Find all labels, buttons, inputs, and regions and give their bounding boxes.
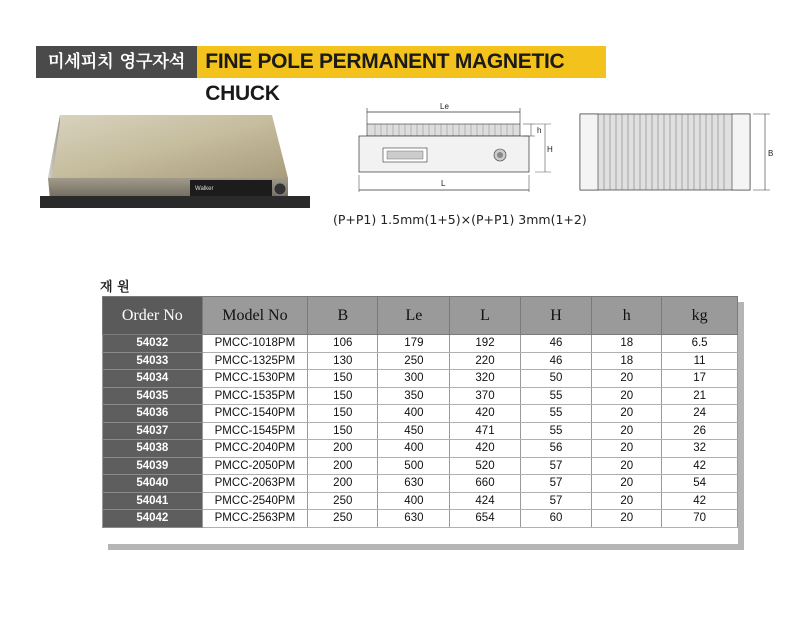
label-l: L bbox=[441, 179, 446, 188]
cell-b: 200 bbox=[308, 475, 378, 493]
cell-l: 220 bbox=[450, 352, 520, 370]
cell-l: 192 bbox=[450, 335, 520, 353]
cell-order-no: 54037 bbox=[103, 422, 203, 440]
label-h-small: h bbox=[537, 126, 542, 135]
cell-b: 250 bbox=[308, 492, 378, 510]
cell-b: 200 bbox=[308, 457, 378, 475]
cell-l: 424 bbox=[450, 492, 520, 510]
cell-l: 520 bbox=[450, 457, 520, 475]
cell-model-no: PMCC-2563PM bbox=[202, 510, 308, 528]
cell-h-big: 46 bbox=[520, 352, 592, 370]
table-row bbox=[103, 475, 738, 493]
cell-h-small: 20 bbox=[592, 475, 662, 493]
cell-h-small: 20 bbox=[592, 370, 662, 388]
cell-h-small: 20 bbox=[592, 440, 662, 458]
table-row bbox=[103, 405, 738, 423]
cell-kg: 42 bbox=[662, 457, 738, 475]
cell-b: 150 bbox=[308, 387, 378, 405]
cell-order-no: 54035 bbox=[103, 387, 203, 405]
cell-h-big: 60 bbox=[520, 510, 592, 528]
table-row bbox=[103, 510, 738, 528]
cell-order-no: 54032 bbox=[103, 335, 203, 353]
cell-le: 450 bbox=[378, 422, 450, 440]
cell-h-small: 20 bbox=[592, 457, 662, 475]
spec-table bbox=[102, 296, 738, 528]
cell-kg: 54 bbox=[662, 475, 738, 493]
table-row bbox=[103, 387, 738, 405]
cell-l: 370 bbox=[450, 387, 520, 405]
cell-h-big: 55 bbox=[520, 422, 592, 440]
cell-l: 420 bbox=[450, 440, 520, 458]
cell-order-no: 54034 bbox=[103, 370, 203, 388]
cell-h-big: 55 bbox=[520, 405, 592, 423]
pole-pitch-spec: (P+P1) 1.5mm(1+5)×(P+P1) 3mm(1+2) bbox=[333, 212, 587, 227]
spec-table-body bbox=[103, 335, 738, 528]
cell-kg: 26 bbox=[662, 422, 738, 440]
cell-h-big: 50 bbox=[520, 370, 592, 388]
cell-l: 420 bbox=[450, 405, 520, 423]
title-korean: 미세피치 영구자석 bbox=[36, 46, 197, 78]
table-shadow-right bbox=[738, 302, 744, 550]
cell-model-no: PMCC-1325PM bbox=[202, 352, 308, 370]
cell-kg: 6.5 bbox=[662, 335, 738, 353]
cell-b: 250 bbox=[308, 510, 378, 528]
cell-model-no: PMCC-1535PM bbox=[202, 387, 308, 405]
cell-h-big: 57 bbox=[520, 457, 592, 475]
cell-model-no: PMCC-2050PM bbox=[202, 457, 308, 475]
cell-kg: 17 bbox=[662, 370, 738, 388]
cell-le: 300 bbox=[378, 370, 450, 388]
table-row bbox=[103, 457, 738, 475]
cell-kg: 11 bbox=[662, 352, 738, 370]
spec-section-label: 재 원 bbox=[100, 280, 130, 295]
cell-order-no: 54039 bbox=[103, 457, 203, 475]
cell-h-small: 20 bbox=[592, 492, 662, 510]
table-row bbox=[103, 492, 738, 510]
header-l: L bbox=[450, 297, 520, 335]
cell-kg: 32 bbox=[662, 440, 738, 458]
cell-b: 200 bbox=[308, 440, 378, 458]
cell-h-big: 57 bbox=[520, 492, 592, 510]
cell-h-small: 20 bbox=[592, 387, 662, 405]
header-h-small: h bbox=[592, 297, 662, 335]
product-photo bbox=[40, 100, 320, 220]
cell-model-no: PMCC-2040PM bbox=[202, 440, 308, 458]
cell-kg: 21 bbox=[662, 387, 738, 405]
cell-h-big: 57 bbox=[520, 475, 592, 493]
header-h-big: H bbox=[520, 297, 592, 335]
table-row bbox=[103, 335, 738, 353]
table-row bbox=[103, 422, 738, 440]
cell-l: 320 bbox=[450, 370, 520, 388]
cell-model-no: PMCC-1018PM bbox=[202, 335, 308, 353]
cell-h-small: 20 bbox=[592, 405, 662, 423]
table-row bbox=[103, 352, 738, 370]
cell-order-no: 54036 bbox=[103, 405, 203, 423]
cell-kg: 42 bbox=[662, 492, 738, 510]
cell-order-no: 54040 bbox=[103, 475, 203, 493]
cell-le: 500 bbox=[378, 457, 450, 475]
cell-b: 150 bbox=[308, 422, 378, 440]
cell-le: 179 bbox=[378, 335, 450, 353]
cell-order-no: 54041 bbox=[103, 492, 203, 510]
label-h-big: H bbox=[547, 145, 553, 154]
cell-order-no: 54042 bbox=[103, 510, 203, 528]
table-header-row bbox=[103, 297, 738, 335]
cell-order-no: 54038 bbox=[103, 440, 203, 458]
table-row bbox=[103, 370, 738, 388]
cell-model-no: PMCC-2063PM bbox=[202, 475, 308, 493]
cell-le: 630 bbox=[378, 510, 450, 528]
cell-b: 130 bbox=[308, 352, 378, 370]
label-b: B bbox=[768, 149, 774, 158]
cell-model-no: PMCC-1545PM bbox=[202, 422, 308, 440]
side-view-drawing bbox=[345, 100, 555, 200]
header-model-no: Model No bbox=[202, 297, 308, 335]
label-le: Le bbox=[440, 102, 449, 111]
cell-le: 400 bbox=[378, 405, 450, 423]
cell-le: 400 bbox=[378, 492, 450, 510]
plan-view-drawing bbox=[570, 100, 785, 200]
cell-le: 350 bbox=[378, 387, 450, 405]
cell-le: 630 bbox=[378, 475, 450, 493]
cell-le: 400 bbox=[378, 440, 450, 458]
spec-table-wrapper bbox=[102, 296, 744, 528]
table-row bbox=[103, 440, 738, 458]
cell-l: 471 bbox=[450, 422, 520, 440]
cell-h-small: 18 bbox=[592, 352, 662, 370]
cell-h-small: 20 bbox=[592, 510, 662, 528]
cell-h-big: 46 bbox=[520, 335, 592, 353]
cell-h-big: 55 bbox=[520, 387, 592, 405]
cell-l: 660 bbox=[450, 475, 520, 493]
table-shadow-bottom bbox=[108, 544, 744, 550]
cell-model-no: PMCC-1530PM bbox=[202, 370, 308, 388]
cell-le: 250 bbox=[378, 352, 450, 370]
cell-b: 150 bbox=[308, 405, 378, 423]
cell-b: 150 bbox=[308, 370, 378, 388]
cell-order-no: 54033 bbox=[103, 352, 203, 370]
header-order-no: Order No bbox=[103, 297, 203, 335]
header-kg: kg bbox=[662, 297, 738, 335]
cell-h-small: 18 bbox=[592, 335, 662, 353]
cell-kg: 70 bbox=[662, 510, 738, 528]
cell-h-big: 56 bbox=[520, 440, 592, 458]
cell-model-no: PMCC-1540PM bbox=[202, 405, 308, 423]
cell-h-small: 20 bbox=[592, 422, 662, 440]
title-english: FINE POLE PERMANENT MAGNETIC CHUCK bbox=[197, 46, 606, 78]
header-b: B bbox=[308, 297, 378, 335]
cell-model-no: PMCC-2540PM bbox=[202, 492, 308, 510]
cell-l: 654 bbox=[450, 510, 520, 528]
header-le: Le bbox=[378, 297, 450, 335]
title-bar bbox=[36, 46, 606, 105]
cell-b: 106 bbox=[308, 335, 378, 353]
cell-kg: 24 bbox=[662, 405, 738, 423]
product-brand-text: Walker bbox=[195, 186, 214, 192]
